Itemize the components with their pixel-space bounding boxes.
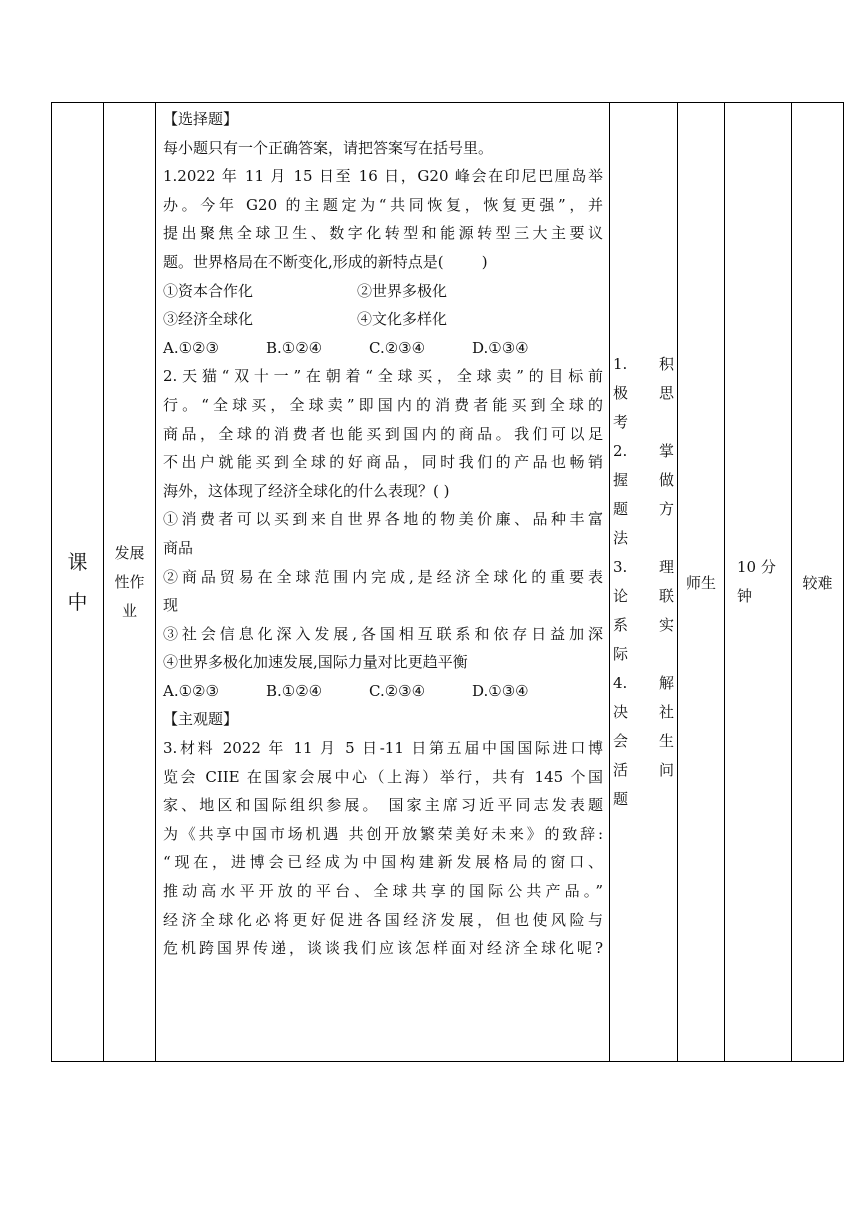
q3-text: 为《共享中国市场机遇 共创开放繁荣美好未来》的致辞:	[163, 824, 603, 843]
assignment-type-cell	[104, 103, 156, 1062]
q3-text: 览会 CIIE 在国家会展中心（上海）举行，共有 145 个国	[163, 767, 603, 786]
q1-item: ③经济全球化	[163, 310, 254, 329]
goal-line: 题	[613, 790, 629, 808]
content-cell	[156, 103, 610, 1062]
role-cell	[678, 103, 725, 1062]
learning-goals-cell	[610, 103, 678, 1062]
q3-text: 家、地区和国际组织参展。 国家主席习近平同志发表题	[163, 796, 603, 815]
time-text: 10 分	[737, 558, 776, 576]
stage-cell	[52, 103, 104, 1062]
goal-line: 极思	[613, 384, 674, 402]
difficulty-cell	[792, 103, 844, 1062]
time-text: 钟	[737, 587, 753, 605]
q2-item: ②商品贸易在全球范围内完成,是经济全球化的重要表	[163, 567, 603, 586]
q1-options-row	[163, 334, 603, 363]
instruction-text: 每小题只有一个正确答案，请把答案写在括号里。	[163, 138, 494, 157]
type-line: 业	[121, 601, 137, 620]
goal-line: 1.积	[613, 355, 674, 373]
goal-line: 论联	[613, 587, 674, 605]
q2-item: ③社会信息化深入发展,各国相互联系和依存日益加深	[163, 624, 603, 643]
goal-line: 3.理	[613, 558, 674, 576]
goal-line: 题方	[613, 500, 674, 518]
stage-char: 中	[67, 590, 88, 614]
q2-text: 行。“全球买，全球卖”即国内的消费者能买到全球的	[163, 395, 603, 414]
q2-item: 商品	[163, 538, 194, 557]
goal-line: 2.掌	[613, 442, 674, 460]
goal-line: 决社	[613, 703, 674, 721]
q3-text: “现在，进博会已经成为中国构建新发展格局的窗口、	[163, 853, 603, 872]
q3-text: 经济全球化必将更好促进各国经济发展，但也使风险与	[163, 910, 603, 929]
q2-item: ①消费者可以买到来自世界各地的物美价廉、品种丰富	[163, 510, 603, 529]
q2-item: ④世界多极化加速发展,国际力量对比更趋平衡	[163, 653, 468, 672]
q1-item: ①资本合作化	[163, 281, 254, 300]
q2-option: D.①③④	[472, 681, 529, 700]
goal-line: 法	[613, 529, 629, 547]
type-line: 性作	[114, 572, 145, 591]
q2-option: A.①②③	[163, 681, 219, 700]
q1-items-row	[163, 277, 603, 306]
time-cell	[725, 103, 792, 1062]
q2-item: 现	[163, 596, 179, 615]
type-line: 发展	[114, 543, 145, 562]
q1-option: A.①②③	[163, 338, 219, 357]
goal-line: 会生	[613, 732, 674, 750]
q2-text: 不出户就能买到全球的好商品，同时我们的产品也畅销	[163, 453, 603, 472]
assignment-table	[51, 102, 844, 1062]
goal-line: 活问	[613, 761, 674, 779]
q1-option: C.②③④	[369, 338, 426, 357]
goal-line: 际	[613, 645, 629, 663]
q2-options-row	[163, 677, 603, 706]
q2-text: 商品，全球的消费者也能买到国内的商品。我们可以足	[163, 424, 603, 443]
stage-char: 课	[67, 550, 88, 574]
q3-text: 推动高水平开放的平台、全球共享的国际公共产品。”	[163, 882, 603, 901]
q1-option: D.①③④	[472, 338, 529, 357]
q1-text: 题。世界格局在不断变化,形成的新特点是( )	[163, 252, 488, 271]
q1-item: ②世界多极化	[357, 281, 448, 300]
q1-text: 办。今年 G20 的主题定为“共同恢复，恢复更强”，并	[163, 195, 603, 214]
q2-text: 2.天猫“双十一”在朝着“全球买，全球卖”的目标前	[163, 367, 603, 386]
q2-option: C.②③④	[369, 681, 426, 700]
section-heading-subjective: 【主观题】	[163, 710, 239, 729]
q1-item: ④文化多样化	[357, 310, 448, 329]
q1-items-row	[163, 305, 603, 334]
table-row	[52, 103, 844, 1062]
goal-line: 系实	[613, 616, 674, 634]
goal-line: 考	[613, 413, 629, 431]
q3-text: 危机跨国界传递，谈谈我们应该怎样面对经济全球化呢?	[163, 939, 603, 958]
role-text: 师生	[685, 573, 716, 592]
goal-line: 4.解	[613, 674, 674, 692]
q3-text: 3.材料 2022 年 11 月 5 日-11 日第五届中国国际进口博	[163, 739, 603, 758]
q2-option: B.①②④	[266, 681, 323, 700]
q1-option: B.①②④	[266, 338, 323, 357]
goal-line: 握做	[613, 471, 674, 489]
q2-text: 海外，这体现了经济全球化的什么表现？( )	[163, 481, 450, 500]
q1-text: 1.2022 年 11 月 15 日至 16 日，G20 峰会在印尼巴厘岛举	[163, 167, 603, 186]
q1-text: 提出聚焦全球卫生、数字化转型和能源转型三大主要议	[163, 224, 603, 243]
section-heading-choice: 【选择题】	[163, 110, 239, 128]
difficulty-text: 较难	[802, 573, 833, 592]
